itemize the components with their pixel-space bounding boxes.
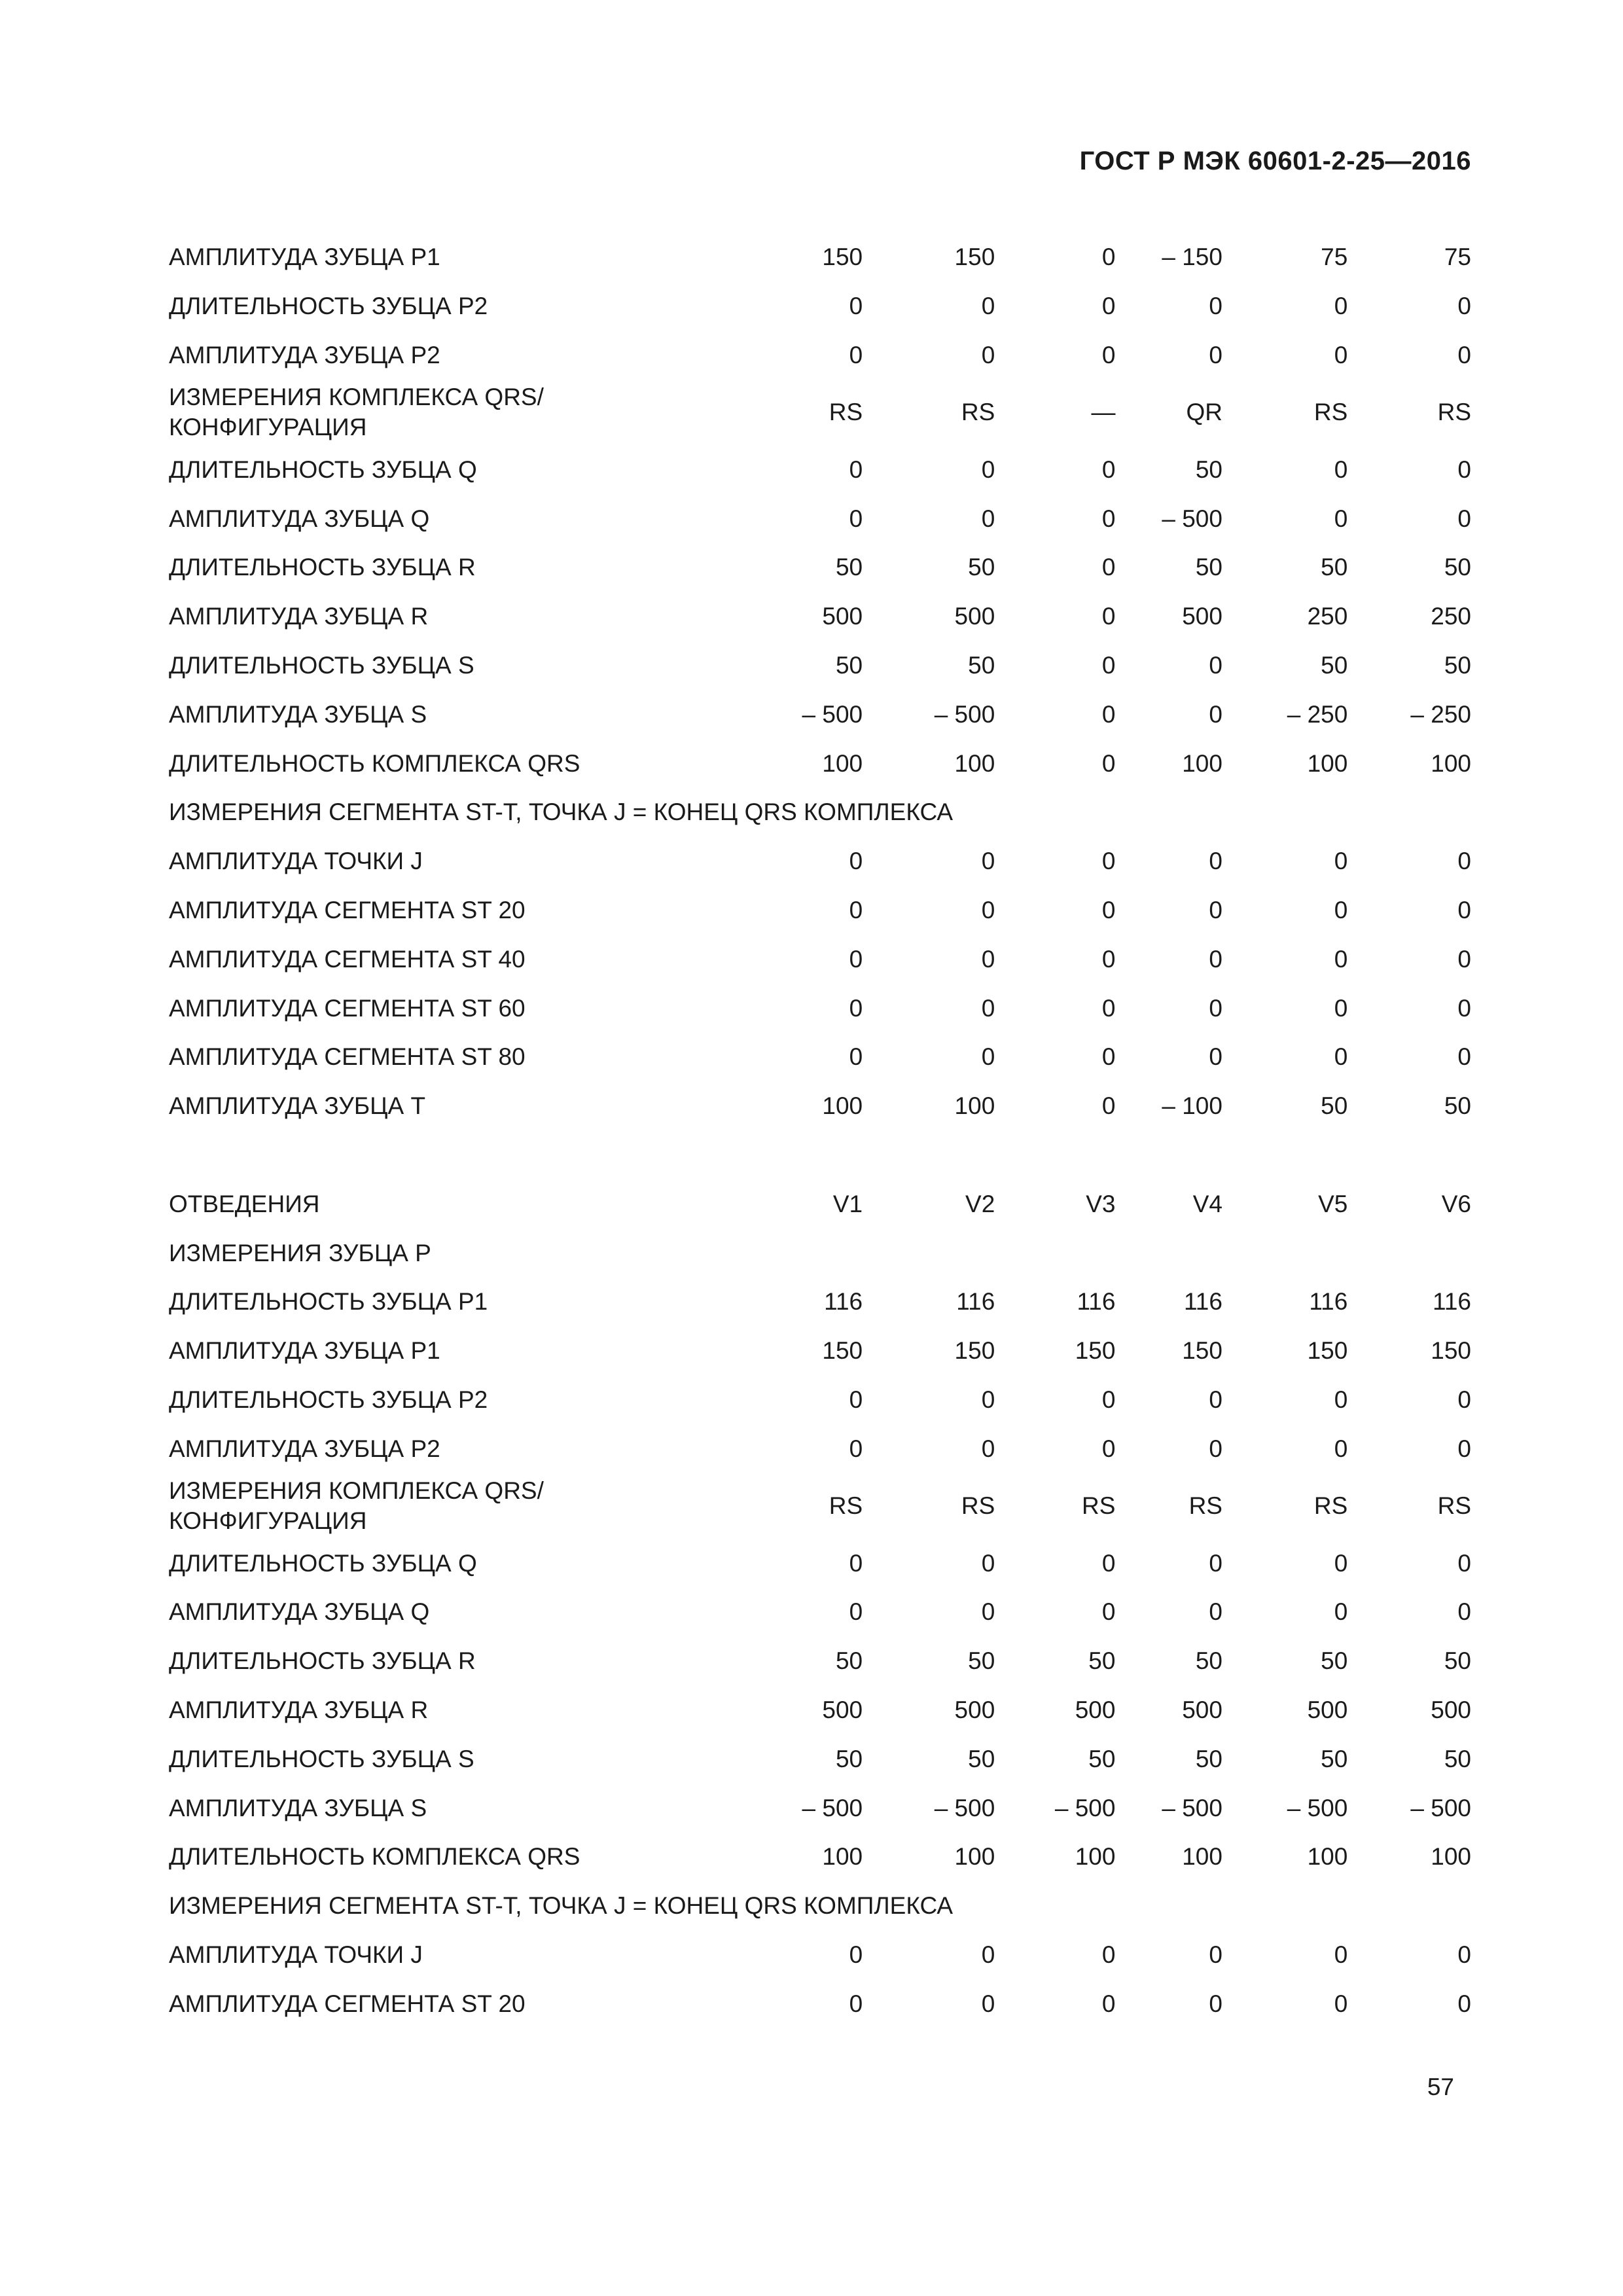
- table-row: [169, 1686, 1471, 1735]
- table-cell: 0: [849, 293, 863, 320]
- table-cell: 0: [1209, 848, 1222, 875]
- table-cell: 0: [1101, 651, 1116, 679]
- table-row: [169, 1082, 1471, 1131]
- table-cell: 116: [1309, 1288, 1348, 1316]
- row-label: ДЛИТЕЛЬНОСТЬ КОМПЛЕКСА QRS: [169, 749, 580, 777]
- table-cell: 50: [1321, 554, 1348, 581]
- table-cell: 0: [1334, 1435, 1348, 1462]
- table-cell: 0: [1101, 1435, 1116, 1462]
- section-heading-label: ИЗМЕРЕНИЯ СЕГМЕНТА ST-T, ТОЧКА J = КОНЕЦ QRS КОМПЛЕКСА: [169, 1892, 954, 1920]
- table-cell: 0: [849, 341, 863, 368]
- table-cell: 500: [954, 603, 995, 630]
- table-section-heading: [169, 1229, 1471, 1278]
- table-row: [169, 935, 1471, 984]
- table-cell: 0: [1334, 1598, 1348, 1626]
- table-cell: 0: [1334, 505, 1348, 532]
- table-cell: 0: [1101, 1043, 1116, 1071]
- table-cell: 0: [1334, 848, 1348, 875]
- table-cell: 0: [1457, 994, 1471, 1022]
- table-cell: 500: [822, 603, 863, 630]
- table-cell: 0: [1334, 293, 1348, 320]
- table-cell: 50: [1195, 554, 1222, 581]
- table-cell: – 100: [1162, 1092, 1222, 1120]
- table-cell: 500: [1075, 1696, 1116, 1723]
- table-cell: RS: [961, 1492, 995, 1520]
- row-label: АМПЛИТУДА ЗУБЦА Q: [169, 1598, 430, 1626]
- table-row: [169, 380, 1471, 445]
- row-label: АМПЛИТУДА ЗУБЦА S: [169, 700, 427, 728]
- table-cell: 0: [849, 505, 863, 532]
- table-cell: 250: [1431, 603, 1471, 630]
- table-cell: RS: [1313, 399, 1348, 426]
- table-cell: 0: [1457, 456, 1471, 483]
- table-cell: 0: [1101, 945, 1116, 973]
- table-row: [169, 1278, 1471, 1327]
- table-cell: – 500: [934, 700, 995, 728]
- table-row: [169, 641, 1471, 691]
- table-cell: 250: [1307, 603, 1348, 630]
- table-cell: 0: [849, 848, 863, 875]
- table-cell: 0: [981, 1043, 995, 1071]
- table-cell: 0: [1209, 994, 1222, 1022]
- table-cell: 116: [1433, 1288, 1471, 1316]
- table-row: [169, 592, 1471, 641]
- table-cell: – 500: [1054, 1794, 1116, 1821]
- table-cell: 0: [981, 945, 995, 973]
- table-cell: 0: [1101, 896, 1116, 924]
- table-cell: 0: [981, 293, 995, 320]
- table-cell: 50: [1444, 1092, 1471, 1120]
- table-cell: 0: [1334, 1941, 1348, 1968]
- table-cell: 0: [849, 1435, 863, 1462]
- table-row: [169, 1784, 1471, 1833]
- table-cell: 0: [981, 896, 995, 924]
- table-cell: 50: [1195, 456, 1222, 483]
- table-row: [169, 690, 1471, 739]
- table-cell: 0: [1209, 1598, 1222, 1626]
- table-cell: 0: [849, 945, 863, 973]
- table-cell: – 500: [802, 1794, 863, 1821]
- table-cell: 0: [1457, 1990, 1471, 2017]
- table-cell: 100: [1182, 749, 1222, 777]
- table-cell: 0: [981, 994, 995, 1022]
- table-cell: 0: [981, 456, 995, 483]
- table-cell: 150: [1182, 1337, 1222, 1365]
- table-cell: 100: [954, 1843, 995, 1871]
- table-cell: 0: [849, 1941, 863, 1968]
- table-cell: 150: [1431, 1337, 1471, 1365]
- table-cell: 50: [1321, 1092, 1348, 1120]
- table-cell: 0: [981, 848, 995, 875]
- row-label: ИЗМЕРЕНИЯ КОМПЛЕКСА QRS/КОНФИГУРАЦИЯ: [169, 1477, 544, 1535]
- row-label: АМПЛИТУДА ЗУБЦА P2: [169, 1435, 440, 1462]
- table-cell: 0: [1334, 896, 1348, 924]
- row-label: АМПЛИТУДА СЕГМЕНТА ST 40: [169, 945, 526, 973]
- table-cell: 0: [1101, 700, 1116, 728]
- table-cell: 0: [1457, 1598, 1471, 1626]
- table-cell: RS: [829, 1492, 863, 1520]
- table-row: [169, 1473, 1471, 1539]
- table-row: [169, 1327, 1471, 1376]
- table-cell: 150: [822, 1337, 863, 1365]
- table-cell: 0: [981, 505, 995, 532]
- table-cell: 0: [1101, 1941, 1116, 1968]
- table-cell: 0: [1209, 1990, 1222, 2017]
- row-label: ИЗМЕРЕНИЯ КОМПЛЕКСА QRS/КОНФИГУРАЦИЯ: [169, 384, 544, 441]
- table-cell: 0: [849, 994, 863, 1022]
- table-cell: 50: [1321, 1647, 1348, 1675]
- table-cell: RS: [1437, 399, 1471, 426]
- table-cell: 50: [968, 554, 995, 581]
- table-cell: 0: [1101, 1549, 1116, 1577]
- table-cell: 0: [1209, 1549, 1222, 1577]
- table-cell: 0: [849, 1990, 863, 2017]
- table-row: [169, 1033, 1471, 1082]
- table-cell: 0: [849, 1598, 863, 1626]
- table-row: [169, 1979, 1471, 2028]
- table-cell: 75: [1444, 243, 1471, 271]
- row-label: АМПЛИТУДА ЗУБЦА P1: [169, 1337, 440, 1365]
- table-cell: RS: [1313, 1492, 1348, 1520]
- table-cell: 500: [954, 1696, 995, 1723]
- table-cell: 100: [954, 749, 995, 777]
- table-cell: 0: [1457, 945, 1471, 973]
- table-row: [169, 331, 1471, 380]
- table-cell: 0: [1209, 945, 1222, 973]
- table-cell: 0: [1209, 1435, 1222, 1462]
- table-cell: 0: [1334, 1549, 1348, 1577]
- table-row: [169, 1179, 1471, 1229]
- table-cell: V5: [1318, 1190, 1348, 1217]
- table-cell: V4: [1192, 1190, 1222, 1217]
- table-cell: 0: [1101, 293, 1116, 320]
- table-cell: 0: [1101, 554, 1116, 581]
- table-cell: – 150: [1162, 243, 1222, 271]
- row-label: ДЛИТЕЛЬНОСТЬ ЗУБЦА P1: [169, 1288, 488, 1316]
- row-label: ДЛИТЕЛЬНОСТЬ ЗУБЦА Q: [169, 456, 477, 483]
- table-cell: – 500: [934, 1794, 995, 1821]
- table-cell: 0: [1334, 1043, 1348, 1071]
- table-cell: 0: [1334, 1386, 1348, 1413]
- table-cell: 500: [1431, 1696, 1471, 1723]
- table-cell: 50: [1444, 651, 1471, 679]
- table-cell: 0: [1457, 1386, 1471, 1413]
- table-row: [169, 739, 1471, 788]
- table-cell: 50: [968, 651, 995, 679]
- table-cell: 0: [1457, 1043, 1471, 1071]
- table-cell: 0: [1457, 896, 1471, 924]
- table-cell: 0: [1101, 848, 1116, 875]
- table-cell: 0: [981, 1386, 995, 1413]
- table-cell: 0: [849, 456, 863, 483]
- table-cell: 0: [1334, 945, 1348, 973]
- table-row: [169, 1734, 1471, 1784]
- table-cell: 50: [1444, 554, 1471, 581]
- table-cell: 100: [822, 1092, 863, 1120]
- table-cell: 0: [1101, 456, 1116, 483]
- table-cell: – 250: [1287, 700, 1348, 728]
- table-cell: – 500: [1162, 505, 1222, 532]
- table-cell: 0: [1101, 994, 1116, 1022]
- row-label: АМПЛИТУДА ТОЧКИ J: [169, 848, 423, 875]
- table-cell: 0: [1457, 1549, 1471, 1577]
- table-cell: 0: [981, 1941, 995, 1968]
- table-cell: 100: [1075, 1843, 1116, 1871]
- table-cell: 116: [824, 1288, 863, 1316]
- table-cell: 0: [1209, 700, 1222, 728]
- document-header: ГОСТ Р МЭК 60601-2-25—2016: [1079, 147, 1471, 175]
- table-cell: 0: [981, 1435, 995, 1462]
- table-row: [169, 1931, 1471, 1980]
- row-label: ДЛИТЕЛЬНОСТЬ ЗУБЦА P2: [169, 293, 488, 320]
- table-cell: —: [1091, 399, 1116, 426]
- table-cell: 0: [1457, 1435, 1471, 1462]
- table-row: [169, 1424, 1471, 1473]
- table-cell: 0: [1101, 749, 1116, 777]
- measurement-table: [169, 233, 1471, 2028]
- table-row: [169, 282, 1471, 331]
- table-row: [169, 1539, 1471, 1588]
- table-cell: 0: [981, 1598, 995, 1626]
- table-row: [169, 837, 1471, 886]
- table-cell: 0: [981, 1990, 995, 2017]
- table-cell: 0: [1101, 1990, 1116, 2017]
- table-cell: 150: [822, 243, 863, 271]
- table-cell: 100: [1182, 1843, 1222, 1871]
- table-cell: 150: [954, 243, 995, 271]
- table-cell: 50: [1088, 1745, 1116, 1772]
- table-cell: 50: [1321, 1745, 1348, 1772]
- table-row: [169, 445, 1471, 494]
- table-cell: 0: [1334, 456, 1348, 483]
- table-cell: 0: [1101, 1386, 1116, 1413]
- table-spacer: [169, 1131, 1471, 1180]
- table-cell: 0: [1334, 341, 1348, 368]
- table-cell: 150: [954, 1337, 995, 1365]
- table-row: [169, 494, 1471, 543]
- table-cell: RS: [1188, 1492, 1222, 1520]
- table-cell: 500: [822, 1696, 863, 1723]
- page-number: 57: [1427, 2073, 1454, 2100]
- table-row: [169, 984, 1471, 1033]
- table-row: [169, 1588, 1471, 1637]
- table-cell: QR: [1186, 399, 1222, 426]
- row-label: ДЛИТЕЛЬНОСТЬ ЗУБЦА S: [169, 651, 474, 679]
- row-label: АМПЛИТУДА СЕГМЕНТА ST 20: [169, 896, 526, 924]
- table-section-heading: [169, 1882, 1471, 1931]
- row-label: ДЛИТЕЛЬНОСТЬ ЗУБЦА Q: [169, 1549, 477, 1577]
- row-label: ДЛИТЕЛЬНОСТЬ ЗУБЦА S: [169, 1745, 474, 1772]
- table-cell: 0: [1209, 1043, 1222, 1071]
- table-row: [169, 543, 1471, 592]
- table-row: [169, 1376, 1471, 1425]
- table-cell: 100: [1431, 1843, 1471, 1871]
- table-row: [169, 1833, 1471, 1882]
- table-cell: 100: [1307, 1843, 1348, 1871]
- table-cell: 50: [835, 651, 863, 679]
- table-cell: – 500: [1410, 1794, 1471, 1821]
- table-cell: 0: [1101, 505, 1116, 532]
- table-cell: 0: [1457, 341, 1471, 368]
- table-cell: 116: [1183, 1288, 1222, 1316]
- table-cell: 0: [1101, 1598, 1116, 1626]
- row-label: ДЛИТЕЛЬНОСТЬ ЗУБЦА R: [169, 1647, 476, 1675]
- table-cell: 50: [968, 1745, 995, 1772]
- row-label: АМПЛИТУДА ЗУБЦА S: [169, 1794, 427, 1821]
- row-label: ОТВЕДЕНИЯ: [169, 1190, 320, 1217]
- table-cell: 0: [849, 1386, 863, 1413]
- table-cell: 50: [1444, 1745, 1471, 1772]
- table-cell: 500: [1182, 1696, 1222, 1723]
- table-cell: – 250: [1410, 700, 1471, 728]
- row-label: АМПЛИТУДА СЕГМЕНТА ST 60: [169, 994, 526, 1022]
- table-cell: V2: [965, 1190, 995, 1217]
- row-label: АМПЛИТУДА ЗУБЦА Q: [169, 505, 430, 532]
- table-cell: 0: [981, 341, 995, 368]
- row-label: АМПЛИТУДА ЗУБЦА P1: [169, 243, 440, 271]
- table-cell: 0: [1334, 1990, 1348, 2017]
- table-row: [169, 886, 1471, 935]
- table-cell: 0: [849, 1043, 863, 1071]
- row-label: АМПЛИТУДА ЗУБЦА R: [169, 603, 429, 630]
- section-heading-label: ИЗМЕРЕНИЯ ЗУБЦА P: [169, 1239, 431, 1266]
- row-label: АМПЛИТУДА ЗУБЦА R: [169, 1696, 429, 1723]
- table-cell: 0: [1209, 651, 1222, 679]
- table-cell: – 500: [1287, 1794, 1348, 1821]
- section-heading-label: ИЗМЕРЕНИЯ СЕГМЕНТА ST-T, ТОЧКА J = КОНЕЦ QRS КОМПЛЕКСА: [169, 798, 954, 826]
- table-cell: 0: [1209, 341, 1222, 368]
- table-cell: – 500: [1162, 1794, 1222, 1821]
- table-cell: RS: [1437, 1492, 1471, 1520]
- table-cell: 0: [1101, 1092, 1116, 1120]
- table-cell: 500: [1307, 1696, 1348, 1723]
- table-cell: 100: [822, 749, 863, 777]
- table-cell: 50: [968, 1647, 995, 1675]
- table-cell: 0: [1457, 505, 1471, 532]
- row-label: АМПЛИТУДА ТОЧКИ J: [169, 1941, 423, 1968]
- table-cell: 50: [1195, 1647, 1222, 1675]
- table-cell: 100: [954, 1092, 995, 1120]
- table-cell: 150: [1307, 1337, 1348, 1365]
- table-cell: 0: [849, 1549, 863, 1577]
- table-cell: 0: [1101, 341, 1116, 368]
- table-cell: – 500: [802, 700, 863, 728]
- table-section-heading: [169, 788, 1471, 837]
- table-cell: 0: [1457, 293, 1471, 320]
- table-row: [169, 233, 1471, 282]
- table-cell: 500: [1182, 603, 1222, 630]
- table-cell: 100: [1307, 749, 1348, 777]
- table-cell: 75: [1321, 243, 1348, 271]
- table-cell: RS: [961, 399, 995, 426]
- row-label: ДЛИТЕЛЬНОСТЬ ЗУБЦА R: [169, 554, 476, 581]
- table-cell: 0: [1209, 293, 1222, 320]
- table-cell: 0: [1457, 1941, 1471, 1968]
- table-cell: 116: [956, 1288, 995, 1316]
- table-cell: 100: [1431, 749, 1471, 777]
- table-cell: 50: [835, 1745, 863, 1772]
- row-label: АМПЛИТУДА ЗУБЦА P2: [169, 341, 440, 368]
- table-cell: 0: [1209, 1941, 1222, 1968]
- table-cell: 100: [822, 1843, 863, 1871]
- row-label: АМПЛИТУДА ЗУБЦА T: [169, 1092, 426, 1120]
- table-cell: V3: [1086, 1190, 1116, 1217]
- table-cell: RS: [1082, 1492, 1116, 1520]
- table-cell: 0: [1209, 896, 1222, 924]
- table-cell: 50: [1195, 1745, 1222, 1772]
- table-cell: 150: [1075, 1337, 1116, 1365]
- row-label: АМПЛИТУДА СЕГМЕНТА ST 80: [169, 1043, 526, 1071]
- table-cell: 50: [835, 554, 863, 581]
- table-cell: RS: [829, 399, 863, 426]
- table-cell: 50: [1321, 651, 1348, 679]
- table-cell: V1: [832, 1190, 863, 1217]
- table-row: [169, 1637, 1471, 1686]
- row-label: ДЛИТЕЛЬНОСТЬ ЗУБЦА P2: [169, 1386, 488, 1413]
- table-cell: V6: [1441, 1190, 1471, 1217]
- table-cell: 0: [1334, 994, 1348, 1022]
- row-label: ДЛИТЕЛЬНОСТЬ КОМПЛЕКСА QRS: [169, 1843, 580, 1871]
- table-cell: 0: [1101, 243, 1116, 271]
- table-cell: 50: [1088, 1647, 1116, 1675]
- table-cell: 0: [981, 1549, 995, 1577]
- row-label: АМПЛИТУДА СЕГМЕНТА ST 20: [169, 1990, 526, 2017]
- table-cell: 0: [1457, 848, 1471, 875]
- table-cell: 0: [1101, 603, 1116, 630]
- table-cell: 0: [849, 896, 863, 924]
- table-cell: 0: [1209, 1386, 1222, 1413]
- table-cell: 116: [1077, 1288, 1116, 1316]
- table-cell: 50: [835, 1647, 863, 1675]
- table-cell: 50: [1444, 1647, 1471, 1675]
